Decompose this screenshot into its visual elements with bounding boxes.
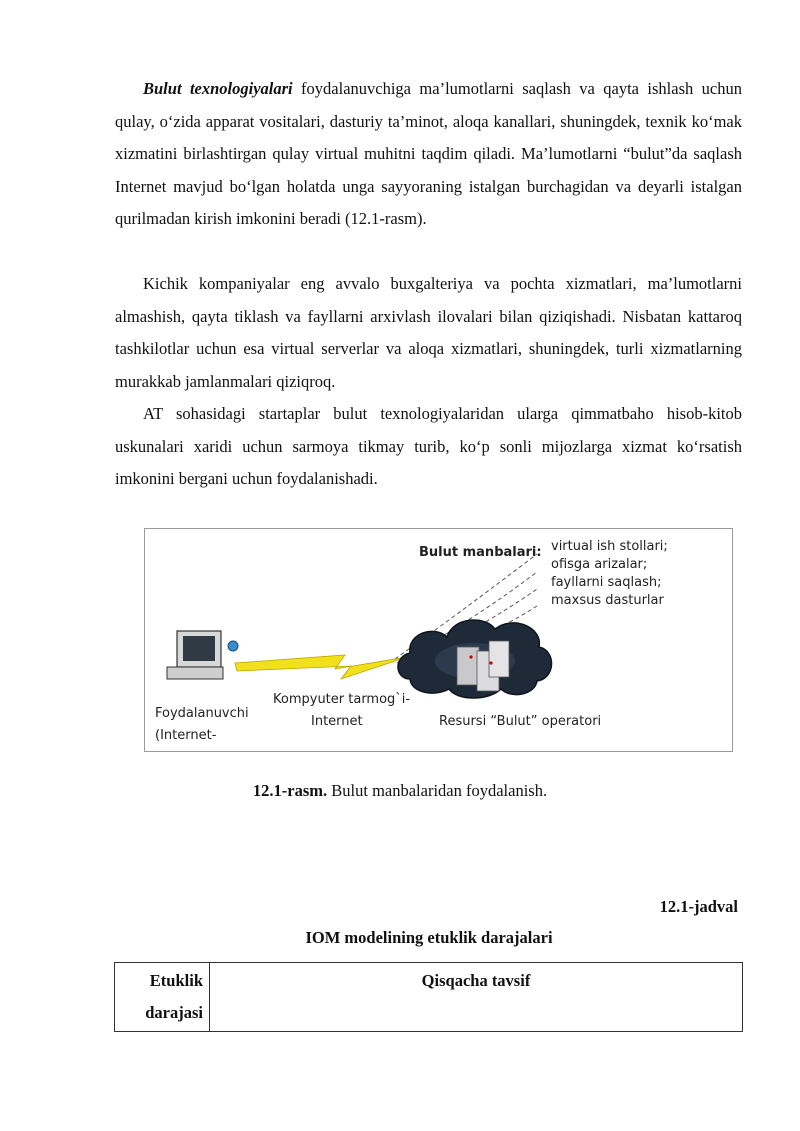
table-number: 12.1-jadval (659, 897, 738, 916)
network-label-sub: Internet (311, 714, 363, 729)
computer-icon (145, 631, 238, 683)
paragraph-2: Kichik kompaniyalar eng avvalo buxgalteriya va pochta xizmatlari, ma’lumotlarni almashish, qayta tiklash va fayllarni arxivlash ilovalari bilan qiziqishadi. Nisbatan kattaroq tashkilotlar uchun esa virtual serverlar va aloqa xizmatlari, shuningdek, turli xizmatlarning murakkab jamlanmalari qiziqroq. (115, 274, 742, 391)
resource-item: fayllarni saqlash; (551, 575, 662, 590)
col-header-level: Etuklik darajasi (115, 963, 210, 1032)
resource-item: ofisga arizalar; (551, 557, 648, 572)
table-title: IOM modelining etuklik darajalari (305, 928, 553, 947)
resource-item: maxsus dasturlar (551, 593, 664, 608)
resource-item: virtual ish stollari; (551, 539, 668, 554)
col-header-description: Qisqacha tavsif (210, 963, 743, 1032)
figure-title: Bulut manbalari: (419, 545, 542, 560)
table-header-row (115, 963, 743, 1032)
network-label: Kompyuter tarmog`i- (273, 692, 411, 707)
operator-label: Resursi “Bulut” operatori (439, 714, 602, 729)
paragraph-3: AT sohasidagi startaplar bulut texnologiyalaridan ularga qimmatbaho hisob-kitob uskunalari xaridi uchun sarmoya tikmay turib, ko‘p sonli mijozlarga xizmat ko‘rsatish imkonini bergani uchun foydalanishadi. (115, 404, 742, 488)
caption-label: 12.1-rasm. (252, 781, 328, 800)
user-label-sub: (Internet- (155, 728, 217, 743)
paragraph-1-text: foydalanuvchiga ma’lumotlarni saqlash va qayta ishlash uchun qulay, o‘zida apparat vositalari, dasturiy ta’minot, aloqa kanallari, shuningdek, texnik ko‘mak xizmatini birlashtirgan qulay virtual muhitni taqdim qiladi. Ma’lumotlarni “bulut”da saqlash Internet mavjud bo‘lgan holatda unga sayyoraning istalgan burchagidan va deyarli istalgan qurilmadan kirish imkonini beradi (12.1-rasm). (115, 79, 742, 228)
lightning-icon (235, 655, 407, 679)
cloud-diagram-figure (144, 528, 733, 752)
caption-text: Bulut manbalaridan foydalanish. (327, 781, 548, 800)
paragraph-1 (115, 73, 742, 236)
maturity-levels-table (114, 962, 743, 1032)
term-bulut-texnologiyalari: Bulut texnologiyalari (143, 79, 293, 98)
user-label: Foydalanuvchi (155, 706, 249, 721)
figure-caption (0, 781, 800, 801)
